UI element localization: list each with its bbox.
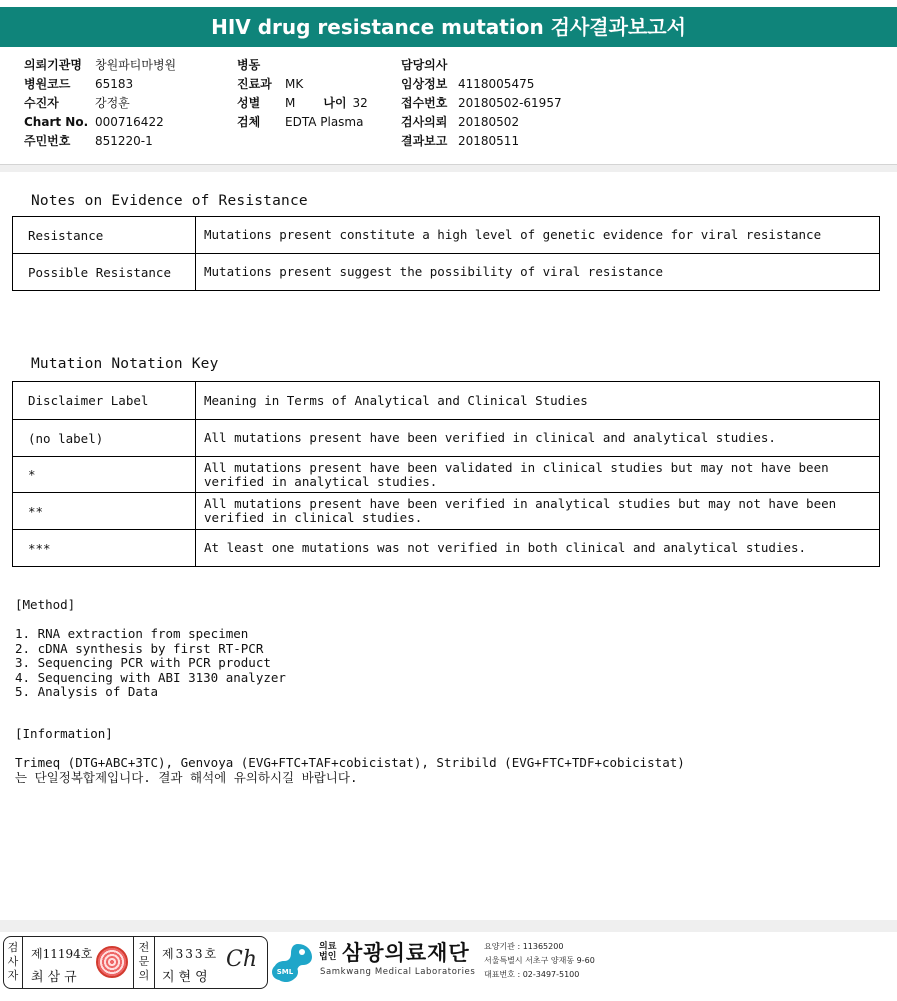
field-report-date: 결과보고 20180511 xyxy=(401,134,520,148)
header-column-clinical xyxy=(237,56,368,132)
key-text-cell: All mutations present have been verified in analytical studies but may not have been verified in clinical studies. xyxy=(196,493,880,530)
field-resident-number: 주민번호 851220-1 xyxy=(24,134,153,148)
field-sex-age: 성별 M 나이 32 xyxy=(237,94,368,113)
seal-stamp-icon xyxy=(96,946,128,978)
field-chart-number: Chart No. 000716422 xyxy=(24,115,164,129)
key-label-cell: (no label) xyxy=(13,420,196,457)
field-clinical-info: 임상정보 4118005475 xyxy=(401,77,535,91)
sml-badge: SML xyxy=(272,964,298,980)
field-patient-name: 수진자 강정훈 xyxy=(24,96,130,110)
table-row xyxy=(13,217,880,254)
method-heading: [Method] xyxy=(15,597,76,612)
tester-name: 최삼규 xyxy=(31,970,81,985)
field-accession-number: 접수번호 20180502-61957 xyxy=(401,96,562,110)
field-specimen: 검체 EDTA Plasma xyxy=(237,115,364,129)
notes-label-cell: Resistance xyxy=(13,217,196,254)
field-hospital-code: 병원코드 65183 xyxy=(24,77,134,91)
table-row xyxy=(13,254,880,291)
field-department: 진료과 MK xyxy=(237,77,304,91)
divider xyxy=(133,937,134,988)
org-type: 의료법인 xyxy=(319,942,337,962)
key-label-cell: ** xyxy=(13,493,196,530)
organization-name: 삼광의료재단 xyxy=(342,941,470,965)
field-doctor: 담당의사 xyxy=(401,58,448,72)
divider xyxy=(154,937,155,988)
notes-section-title: Notes on Evidence of Resistance xyxy=(31,193,308,209)
table-row xyxy=(13,493,880,530)
org-code: 요양기관 : 11365200 xyxy=(484,942,564,951)
notes-text-cell: Mutations present suggest the possibility of viral resistance xyxy=(196,254,880,291)
footer-divider xyxy=(0,920,897,932)
notes-text-cell: Mutations present constitute a high level of genetic evidence for viral resistance xyxy=(196,217,880,254)
notes-table xyxy=(12,216,880,291)
key-text-cell: Meaning in Terms of Analytical and Clinical Studies xyxy=(196,382,880,420)
field-ward: 병동 xyxy=(237,58,261,72)
tester-label: 검사자 xyxy=(7,941,19,982)
information-text: Trimeq (DTG+ABC+3TC), Genvoya (EVG+FTC+TAF+cobicistat), Stribild (EVG+FTC+TDF+cobicistat) 는 단일정복합제입니다. 결과 해석에 유의하시길 바랍니다. xyxy=(15,755,685,785)
mutation-key-table xyxy=(12,381,880,567)
header-column-institution xyxy=(24,56,176,151)
table-row xyxy=(13,420,880,457)
age-value: 32 xyxy=(352,96,368,110)
org-phone: 대표번호 : 02-3497-5100 xyxy=(484,970,580,979)
method-steps: 1. RNA extraction from specimen 2. cDNA synthesis by first RT-PCR 3. Sequencing PCR with PCR product 4. Sequencing with ABI 3130 analyzer 5. Analysis of Data xyxy=(15,626,286,699)
key-text-cell: All mutations present have been verified in clinical and analytical studies. xyxy=(196,420,880,457)
divider xyxy=(22,937,23,988)
field-institution-name: 의뢰기관명 창원파티마병원 xyxy=(24,58,177,72)
field-request-date: 검사의뢰 20180502 xyxy=(401,115,520,129)
key-section-title: Mutation Notation Key xyxy=(31,356,219,372)
report-title: HIV drug resistance mutation 검사결과보고서 xyxy=(0,7,897,47)
key-label-cell: *** xyxy=(13,530,196,567)
header-column-doctor xyxy=(401,56,562,151)
key-text-cell: At least one mutations was not verified in both clinical and analytical studies. xyxy=(196,530,880,567)
specialist-label: 전문의 xyxy=(138,941,150,982)
table-header-row xyxy=(13,382,880,420)
specialist-name: 지현영 xyxy=(162,970,212,985)
handwritten-signature: Ch xyxy=(226,947,258,972)
key-label-cell: Disclaimer Label xyxy=(13,382,196,420)
org-address: 서울특별시 서초구 양재동 9-60 xyxy=(484,956,595,965)
age-label: 나이 xyxy=(323,96,347,110)
key-label-cell: * xyxy=(13,457,196,493)
notes-label-cell: Possible Resistance xyxy=(13,254,196,291)
table-row xyxy=(13,530,880,567)
table-row xyxy=(13,457,880,493)
header-divider xyxy=(0,164,897,172)
key-text-cell: All mutations present have been validated in clinical studies but may not have been verified in analytical studies. xyxy=(196,457,880,493)
signature-box xyxy=(3,936,268,989)
specialist-license-number: 제333호 xyxy=(162,947,219,961)
organization-english-name: Samkwang Medical Laboratories xyxy=(320,967,476,977)
information-heading: [Information] xyxy=(15,726,113,741)
tester-license-number: 제11194호 xyxy=(31,947,93,961)
